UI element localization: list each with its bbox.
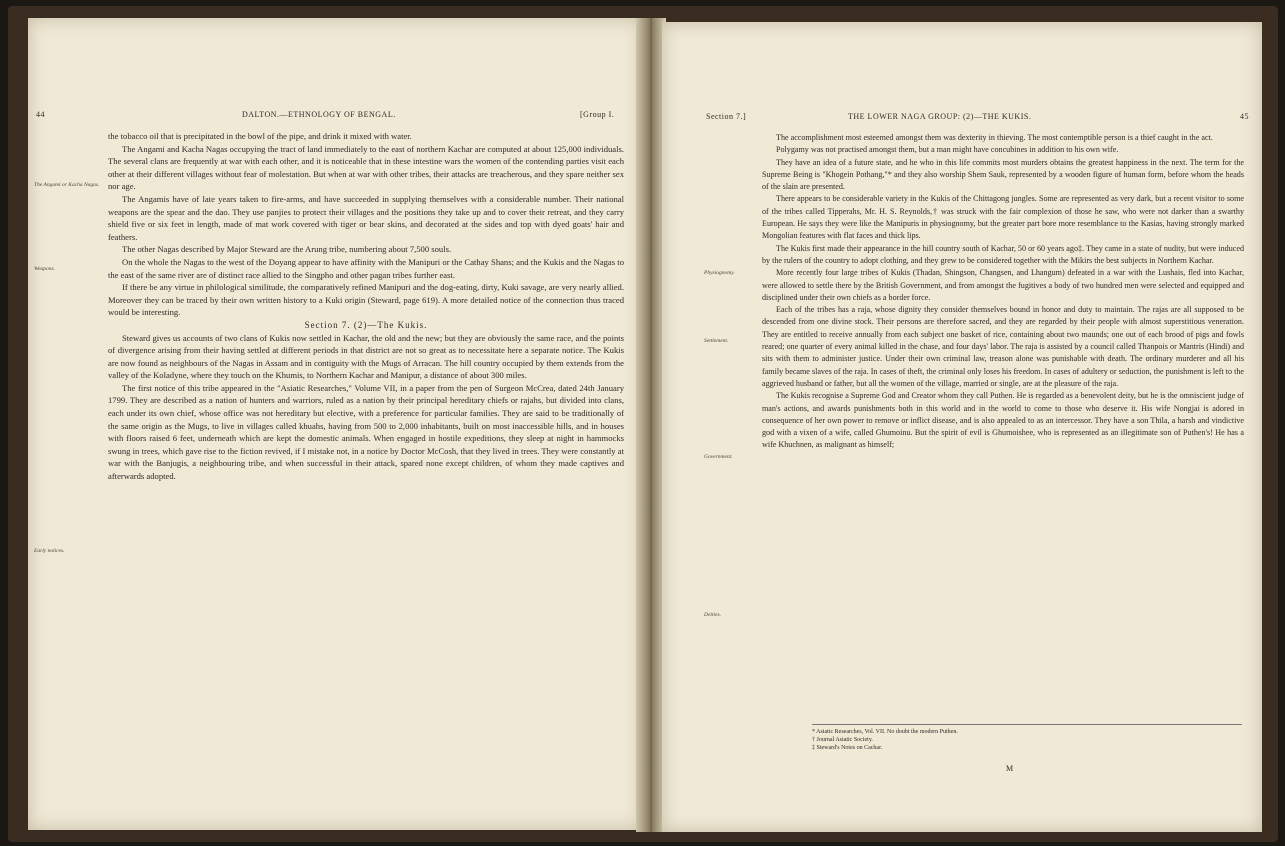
paragraph: The other Nagas described by Major Steward are the Arung tribe, numbering about 7,500 souls. [122,244,452,255]
left-body-text [108,130,624,483]
running-title-left: DALTON.—ETHNOLOGY OF BENGAL. [242,110,396,119]
right-body-text [762,132,1244,452]
group-label-left: [Group I. [580,110,615,119]
paragraph: They have an idea of a future state, and he who in this life commits most murders obtains the greatest happiness in the next. The term for the Supreme Being is "Khogein Pothang,"* and they also worship Shem Sauk, represented by a wooden figure of human form, before whom the heads of the slain are presented. [762,157,1244,192]
paragraph: Polygamy was not practised amongst them, but a man might have concubines in addition to his own wife. [776,145,1119,155]
side-note-physiognomy: Physiognomy. [704,270,735,276]
page-number-right: 45 [1240,112,1249,121]
paragraph: The Kukis first made their appearance in the hill country south of Kachar, 50 or 60 years ago‡. They came in a state of nudity, but were induced by the rulers of the country to adopt clothing, and they grew to be considered together with the Mikirs the best subjects in Northern Kachar. [762,243,1244,265]
paragraph: The Angami and Kacha Nagas occupying the tract of land immediately to the east of northern Kachar are computed at about 125,000 individuals. The several clans are frequently at war with each other, and it is noticeable that in these intestine wars the women of the contending parties visit each other at their different villages without fear of molestation. But when at war with other tribes, their attacks are treacherous, and they spare neither sex nor age. [108,143,624,192]
footnote: † Journal Asiatic Society. [812,737,873,743]
running-title-right: THE LOWER NAGA GROUP: (2)—THE KUKIS. [848,112,1032,121]
side-note-settlement: Settlement. [704,338,729,344]
section-heading: Section 7. (2)—The Kukis. [304,319,428,330]
paragraph: The Angamis have of late years taken to fire-arms, and have succeeded in supplying themselves with a considerable number. Their national weapons are the spear and the dao. They use panjies to protect their villages and the positions they take up and to cover their retreat, and they carry shield five or six feet in length, made of mat work covered with tiger or bear skins, and decorated at the sides and top with dyed goats' hair and feathers. [108,193,624,242]
footnote: * Asiatic Researches, Vol. VII. No doubt the modern Puthen. [812,729,958,735]
footnote: ‡ Steward's Notes on Cachar. [812,745,883,751]
paragraph: More recently four large tribes of Kukis (Thadan, Shingson, Changsen, and Lhangum) defeated in a war with the Lushais, fled into Kachar, were allowed to settle there by the British Government, and from amongst the fugitives a body of two hundred men were selected and equipped and disciplined under their own chiefs as a border force. [762,268,1244,302]
side-note-weapons: Weapons. [34,266,56,272]
group-label-right: Section 7.] [706,112,747,121]
paragraph: the tobacco oil that is precipitated in the bowl of the pipe, and drink it mixed with water. [108,131,412,141]
paragraph: On the whole the Nagas to the west of the Doyang appear to have affinity with the Manipuri or the Cathay Shans; and the Kukis and the Nagas to the east of the same river are of distinct race allied to the Singpho and other pagan tribes further east. [108,256,624,280]
paragraph: Each of the tribes has a raja, whose dignity they consider themselves bound in honor and duty to maintain. The rajas are all supposed to be descended from one divine stock. Their persons are therefore sacred, and they are regarded by their people with almost superstitious veneration. They are entitled to receive annually from each subject one basket of rice, containing about two maunds; one out of each brood of pigs and fowls reared; one quarter of every animal killed in the chase, and four days' labor. The raja is assisted by a council called Thanpois or Mantris (Hindi) and sits with them to administer justice. Under their own criminal law, treason alone was punishable with death. The ordinary murderer and all his family became slaves of the raja. In cases of theft, the criminal only loses his freedom. In cases of adultery or seduction, the punishment is left to the aggrieved husband or father, but all the women of the village, married or single, are at the pleasure of the raja. [762,305,1244,388]
side-note-angami: The Angami or Kacha Nagas. [34,182,100,188]
footnote-rule [812,724,1242,725]
paragraph: Steward gives us accounts of two clans of Kukis now settled in Kachar, the old and the new; but they are obviously the same race, and the points of divergence arising from their having settled at different periods in that district are not so great as to necessitate here a separate notice. The Kukis are now found as neighbours of the Nagas in Assam and in contiguity with the Mugs of Arracan. The hill country occupied by them extends from the valley of the Koladyne, where they touch on the Khumis, to Northern Kachar and Manipur, a distance of about 300 miles. [108,332,624,381]
left-page [28,18,642,830]
paragraph: The accomplishment most esteemed amongst them was dexterity in thieving. The most contemptible person is a thief caught in the act. [776,133,1213,142]
signature-mark: M [1006,764,1014,773]
paragraph: If there be any virtue in philological similitude, the comparatively refined Manipuri and the dog-eating, dirty, Kuki savage, are very nearly allied. Moreover they can be traced by their own written history to a Kuki origin (Steward, page 619). A more detailed notice of the connection thus traced would be interesting. [108,282,624,318]
right-page [662,22,1262,832]
side-note-early-notices: Early notices. [34,548,65,554]
side-note-government: Government. [704,454,733,460]
page-number-left: 44 [36,110,45,119]
footnotes [812,728,1242,752]
side-note-deities: Deities. [704,612,721,618]
paragraph: The first notice of this tribe appeared in the "Asiatic Researches," Volume VII, in a paper from the pen of Surgeon McCrea, dated 24th January 1799. They are described as a nation of hunters and warriors, ruled as a nation by their principal hereditary chiefs or rajahs, but divided into clans, each under its own chief, whose office was not hereditary but elective, with a preference for particular families. They are said to be traditionally of the same origin as the Mugs, to live in villages called khuahs, having from 500 to 2,000 inhabitants, built on most inaccessible hills, and in houses with floors raised 6 feet, underneath which are kept the domestic animals. When engaged in hostile expeditions, they sleep at night in hammocks swung in trees, which gave rise to the fiction revived, if I mistake not, in a notice by Doctor McCosh, that they lived in trees. They were constantly at war with the Banjugis, a neighbouring tribe, and when successful in their attack, spared none except children, of whom they made captives and afterwards adopted. [108,382,624,482]
paragraph: There appears to be considerable variety in the Kukis of the Chittagong jungles. Some are represented as very dark, but a recent visitor to some of the tribes called Tipperahs, Mr. H. S. Reynolds,† was struck with the fair complexion of those he saw, who were not darker than a swarthy European. He says they were like the Manipuris in physiognomy, but the greater part bore more resemblance to the Kasias, having strongly marked Mongolian features with flat faces and thick lips. [762,194,1244,241]
paragraph: The Kukis recognise a Supreme God and Creator whom they call Puthen. He is regarded as a benevolent deity, but he is the omniscient judge of man's actions, and awards punishments both in this world and in the world to come to those who deserve it. His wife Nongjai is adored in consequence of her own power to remove or inflict disease, and is also appealed to as an intercessor. They have a son Thila, a harsh and vindictive god with a vixen of a wife, called Ghumoinu. But the spirit of evil is Ghumoishee, who is represented as an illegitimate son of Puthen's! He has a wife Khuchnen, as malignant as himself; [762,391,1244,450]
